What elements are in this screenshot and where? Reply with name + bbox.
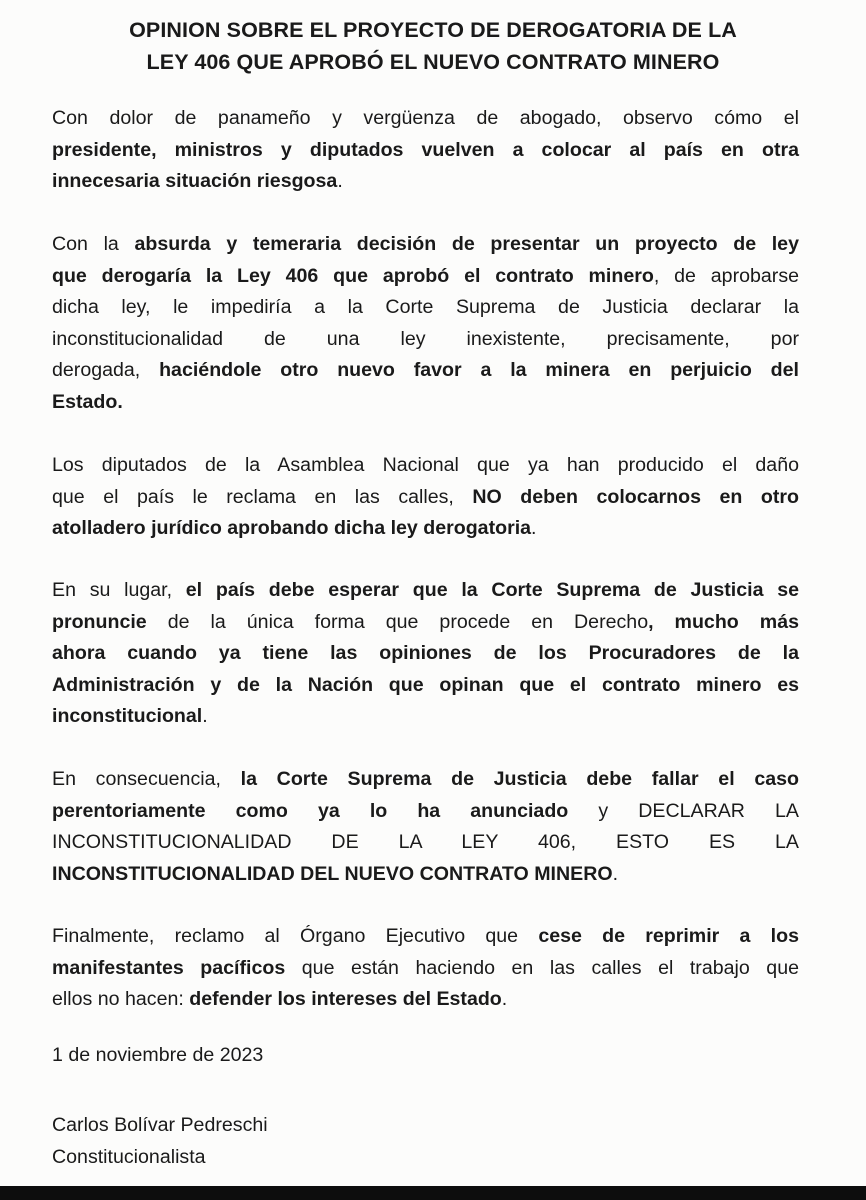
- text-segment: que están haciendo en las calles el trabajo que: [285, 956, 799, 979]
- paragraph-body: [52, 103, 799, 198]
- signature-block: [52, 1110, 799, 1173]
- text-line: [52, 513, 799, 545]
- paragraph-derogation-decision: [52, 229, 799, 418]
- bold-segment: Estado.: [52, 390, 123, 413]
- text-line: [52, 135, 799, 167]
- text-segment: ellos no hacen:: [52, 988, 190, 1010]
- paragraph-executive: [52, 921, 799, 1016]
- bold-segment: innecesaria situación riesgosa: [52, 170, 338, 192]
- text-segment: Los diputados de la Asamblea Nacional que ya han producido el daño: [52, 454, 799, 476]
- text-segment: dicha ley, le impediría a la Corte Suprema de Justicia declarar la: [52, 296, 799, 318]
- text-line: [52, 575, 799, 607]
- text-line: [52, 292, 799, 324]
- bold-segment: perentoriamente como ya lo ha anunciado: [52, 799, 569, 822]
- text-line: [52, 324, 799, 356]
- bold-segment: , mucho más: [648, 610, 799, 633]
- bold-segment: NO deben colocarnos en otro: [472, 485, 799, 508]
- text-segment: .: [202, 705, 208, 727]
- bold-segment: Administración y de la Nación que opinan que el contrato minero es: [52, 673, 799, 696]
- text-segment: Con dolor de panameño y vergüenza de abogado, observo cómo el: [52, 107, 799, 129]
- text-segment: Finalmente, reclamo al Órgano Ejecutivo que: [52, 925, 539, 947]
- text-segment: .: [612, 862, 619, 885]
- text-segment: En consecuencia,: [52, 768, 241, 790]
- text-line: [52, 953, 799, 985]
- text-line: [52, 229, 799, 261]
- bold-segment: absurda y temeraria decisión de presentar un proyecto de ley: [134, 233, 799, 255]
- text-line: [52, 166, 799, 198]
- text-line: [52, 796, 799, 828]
- text-segment: inconstitucionalidad de una ley inexistente, precisamente, por: [52, 327, 799, 350]
- text-line: [52, 701, 799, 733]
- bold-segment: haciéndole otro nuevo favor a la minera en perjuicio del: [159, 359, 799, 381]
- paragraph-body: [52, 764, 799, 890]
- bold-segment: defender los intereses del Estado: [189, 988, 502, 1010]
- text-line: [52, 638, 799, 670]
- document-title: [40, 14, 826, 78]
- paragraph-assembly: [52, 450, 799, 545]
- text-line: [52, 859, 799, 891]
- text-line: [52, 984, 799, 1016]
- bold-segment: pronuncie: [52, 610, 147, 633]
- text-segment: Con la: [52, 233, 135, 255]
- bold-segment: cese de reprimir a los: [538, 925, 799, 947]
- text-line: [52, 827, 799, 859]
- bold-segment: que derogaría la Ley 406 que aprobó el contrato minero: [52, 264, 654, 287]
- text-segment: .: [501, 988, 508, 1010]
- bold-segment: INCONSTITUCIONALIDAD DEL NUEVO CONTRATO MINERO: [52, 862, 613, 885]
- paragraph-body: [52, 229, 799, 418]
- paragraph-intro: [52, 103, 799, 198]
- paragraph-body: [52, 450, 799, 545]
- text-segment: INCONSTITUCIONALIDAD DE LA LEY 406, ESTO ES LA: [52, 831, 799, 853]
- text-segment: .: [531, 517, 537, 539]
- document-date: [52, 1040, 799, 1072]
- bold-segment: ahora cuando ya tiene las opiniones de los Procuradores de la: [52, 642, 799, 664]
- title-line: OPINION SOBRE EL PROYECTO DE DEROGATORIA DE LA: [129, 18, 737, 42]
- bold-segment: la Corte Suprema de Justicia debe fallar el caso: [240, 768, 799, 790]
- signature-name: Carlos Bolívar Pedreschi: [52, 1114, 268, 1136]
- text-segment: .: [337, 170, 343, 192]
- text-segment: derogada,: [52, 359, 160, 381]
- bold-segment: presidente, ministros y diputados vuelven a colocar al país en otra: [52, 138, 799, 161]
- signature-role: Constitucionalista: [52, 1145, 206, 1168]
- text-line: [52, 670, 799, 702]
- bold-segment: manifestantes pacíficos: [52, 956, 286, 979]
- paragraph-supreme-court: [52, 575, 799, 733]
- text-segment: En su lugar,: [52, 579, 186, 601]
- text-line: [52, 921, 799, 953]
- text-line: [52, 482, 799, 514]
- date-text: 1 de noviembre de 2023: [52, 1044, 264, 1066]
- text-line: [52, 103, 799, 135]
- paragraph-body: [52, 921, 799, 1016]
- text-segment: que el país le reclama en las calles,: [52, 485, 473, 508]
- bold-segment: inconstitucional: [52, 705, 203, 727]
- text-segment: y DECLARAR LA: [568, 799, 799, 822]
- paragraph-body: [52, 575, 799, 733]
- text-line: [52, 355, 799, 387]
- bold-segment: el país debe esperar que la Corte Suprema de Justicia se: [185, 579, 799, 601]
- paragraph-consequence: [52, 764, 799, 890]
- title-line: LEY 406 QUE APROBÓ EL NUEVO CONTRATO MINERO: [146, 50, 720, 74]
- text-line: [52, 607, 799, 639]
- text-segment: de la única forma que procede en Derecho: [146, 610, 649, 633]
- text-line: [52, 764, 799, 796]
- text-line: [52, 387, 799, 419]
- text-line: [52, 450, 799, 482]
- text-line: [52, 261, 799, 293]
- bold-segment: atolladero jurídico aprobando dicha ley derogatoria: [52, 517, 532, 539]
- bottom-black-bar: [0, 1186, 866, 1200]
- text-segment: , de aprobarse: [653, 264, 800, 287]
